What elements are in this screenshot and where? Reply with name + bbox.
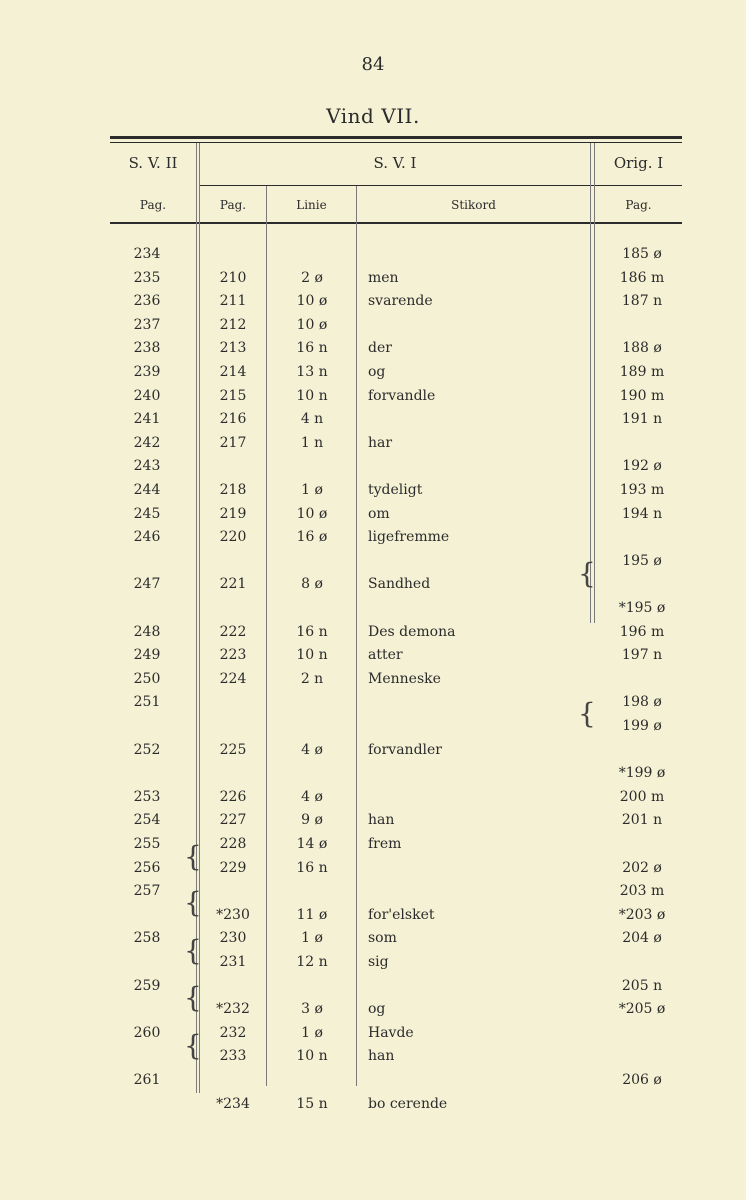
cell-lin: 1 ø	[301, 930, 323, 947]
cell-ii: 261	[133, 1072, 161, 1088]
cell-pag: 215	[219, 387, 247, 404]
cell-ii: 242	[133, 434, 161, 451]
header-sv1: S. V. I	[373, 154, 417, 172]
header-sv2: S. V. II	[128, 154, 178, 172]
table-row	[0, 834, 746, 858]
cell-sti: svarende	[368, 293, 433, 310]
table-row	[0, 1070, 746, 1094]
cell-sti: tydeligt	[368, 482, 423, 498]
cell-pag: *234	[216, 1095, 250, 1112]
table-row	[0, 362, 746, 386]
table-row	[0, 1023, 746, 1047]
table-row	[0, 763, 746, 787]
cell-org: 202 ø	[622, 859, 662, 876]
cell-ii: 243	[133, 458, 161, 475]
brace-mark: {	[184, 934, 202, 967]
cell-org: 186 m	[619, 269, 665, 286]
cell-ii: 254	[133, 812, 161, 829]
table-row	[0, 456, 746, 480]
subheader-stikord: Stikord	[451, 198, 496, 212]
table-row	[0, 645, 746, 669]
cell-pag: 232	[219, 1024, 247, 1041]
table-row	[0, 504, 746, 528]
cell-sti: om	[368, 505, 390, 522]
cell-pag: 219	[219, 505, 247, 522]
cell-pag: 227	[219, 812, 247, 829]
cell-pag: 210	[219, 269, 247, 286]
brace-mark: {	[184, 981, 202, 1014]
cell-ii: 257	[133, 883, 161, 900]
page-title: Vind VII.	[326, 104, 420, 128]
cell-ii: 255	[133, 836, 161, 852]
cell-ii: 245	[133, 505, 161, 522]
cell-lin: 12 n	[296, 954, 328, 970]
header-mid-rule	[200, 185, 682, 186]
cell-sti: sig	[368, 954, 389, 970]
brace-mark: {	[578, 557, 596, 590]
table-row	[0, 1094, 746, 1118]
cell-org: 188 ø	[622, 340, 662, 357]
cell-ii: 260	[133, 1024, 161, 1041]
subheader-pag: Pag.	[219, 198, 247, 212]
cell-lin: 1 ø	[301, 482, 323, 498]
cell-ii: 250	[133, 670, 161, 687]
cell-pag: 231	[219, 954, 247, 970]
cell-sti: og	[368, 1001, 386, 1018]
cell-ii: 258	[133, 930, 161, 947]
cell-ii: 241	[133, 411, 161, 428]
cell-lin: 1 n	[300, 434, 324, 451]
table-row	[0, 409, 746, 433]
table-row	[0, 386, 746, 410]
cell-sti: han	[368, 812, 395, 829]
cell-lin: 2 n	[300, 670, 324, 687]
cell-lin: 16 n	[296, 859, 328, 876]
cell-org: *205 ø	[618, 1001, 666, 1018]
subheader-pag: Pag.	[625, 198, 652, 212]
cell-org: 205 n	[621, 977, 663, 994]
cell-ii: 240	[133, 387, 161, 404]
cell-pag: 233	[219, 1048, 247, 1065]
cell-lin: 3 ø	[301, 1001, 323, 1018]
subheader-pag: Pag.	[139, 198, 167, 212]
cell-ii: 236	[133, 293, 161, 310]
cell-lin: 2 ø	[301, 269, 323, 286]
cell-pag: 224	[219, 670, 247, 687]
cell-lin: 16 n	[296, 623, 328, 640]
cell-lin: 11 ø	[296, 906, 328, 923]
cell-sti: bo cerende	[368, 1095, 448, 1112]
cell-pag: 228	[219, 836, 247, 852]
cell-org: 193 m	[619, 482, 665, 498]
cell-lin: 1 ø	[301, 1024, 323, 1041]
cell-lin: 10 n	[296, 387, 328, 404]
table-row	[0, 291, 746, 315]
cell-org: 201 n	[621, 812, 663, 829]
cell-pag: 226	[219, 788, 247, 805]
cell-pag: 217	[219, 434, 247, 451]
cell-ii: 247	[133, 576, 161, 593]
table-row	[0, 338, 746, 362]
cell-ii: 259	[133, 977, 161, 994]
cell-org: *203 ø	[618, 906, 666, 923]
cell-ii: 253	[133, 788, 161, 805]
table-row	[0, 905, 746, 929]
table-row	[0, 551, 746, 575]
table-row	[0, 315, 746, 339]
cell-lin: 10 ø	[296, 316, 328, 333]
cell-lin: 10 ø	[296, 293, 328, 310]
cell-lin: 4 ø	[301, 741, 323, 758]
cell-lin: 9 ø	[301, 812, 323, 829]
cell-org: 185 ø	[622, 246, 662, 262]
cell-lin: 4 n	[300, 411, 324, 428]
cell-lin: 10 n	[296, 1048, 328, 1065]
table-row	[0, 858, 746, 882]
cell-pag: 212	[219, 316, 247, 333]
brace-mark: {	[184, 1029, 202, 1062]
cell-ii: 234	[133, 246, 161, 262]
brace-mark: {	[184, 886, 202, 919]
cell-ii: 244	[133, 482, 161, 498]
cell-sti: han	[368, 1048, 395, 1065]
cell-org: 187 n	[621, 293, 663, 310]
cell-org: 189 m	[619, 364, 665, 380]
top-rule	[110, 136, 682, 139]
cell-pag: 222	[219, 623, 247, 640]
cell-ii: 237	[133, 316, 161, 333]
cell-lin: 10 n	[296, 647, 328, 664]
cell-lin: 14 ø	[296, 836, 328, 852]
cell-org: 194 n	[621, 505, 663, 522]
cell-org: 198 ø	[622, 694, 662, 711]
page-number: 84	[361, 54, 385, 75]
table-row	[0, 976, 746, 1000]
table-row	[0, 928, 746, 952]
cell-lin: 16 ø	[296, 529, 328, 546]
table-row	[0, 669, 746, 693]
cell-ii: 246	[133, 529, 161, 546]
cell-sti: Sandhed	[368, 576, 431, 593]
cell-sti: som	[368, 930, 397, 947]
cell-sti: men	[368, 269, 399, 286]
cell-lin: 16 n	[296, 340, 328, 357]
brace-mark: {	[578, 697, 596, 730]
cell-org: 200 m	[619, 788, 665, 805]
cell-org: *195 ø	[618, 600, 666, 616]
cell-pag: 211	[219, 293, 247, 310]
cell-pag: 216	[219, 411, 247, 428]
table-row	[0, 527, 746, 551]
cell-sti: Havde	[368, 1024, 414, 1041]
table-row	[0, 598, 746, 622]
cell-sti: atter	[368, 647, 403, 664]
cell-sti: der	[368, 340, 392, 357]
table-row	[0, 480, 746, 504]
table-row	[0, 740, 746, 764]
cell-sti: forvandler	[368, 741, 442, 758]
cell-pag: 230	[219, 930, 247, 947]
cell-pag: 229	[219, 859, 247, 876]
cell-org: 197 n	[621, 647, 663, 664]
table-row	[0, 433, 746, 457]
table-row	[0, 244, 746, 268]
cell-sti: Menneske	[368, 670, 441, 687]
cell-lin: 15 n	[296, 1095, 328, 1112]
cell-sti: Des demona	[368, 623, 456, 640]
cell-sti: forvandle	[368, 387, 436, 404]
table-row	[0, 574, 746, 598]
cell-ii: 239	[133, 364, 161, 380]
cell-sti: ligefremme	[368, 529, 450, 546]
cell-ii: 235	[133, 269, 161, 286]
cell-pag: 218	[219, 482, 247, 498]
cell-lin: 13 n	[296, 364, 328, 380]
cell-pag: 221	[219, 576, 247, 593]
cell-ii: 251	[133, 694, 161, 711]
cell-lin: 4 ø	[301, 788, 323, 805]
cell-pag: 223	[219, 647, 247, 664]
cell-sti: for'elsket	[368, 906, 435, 923]
cell-pag: 225	[219, 741, 247, 758]
cell-ii: 249	[133, 647, 161, 664]
cell-sti: frem	[368, 836, 402, 852]
table-row	[0, 716, 746, 740]
cell-org: 196 m	[619, 623, 665, 640]
table-row	[0, 692, 746, 716]
table-row	[0, 1046, 746, 1070]
cell-org: *199 ø	[618, 765, 666, 782]
cell-org: 206 ø	[622, 1072, 662, 1088]
cell-org: 191 n	[621, 411, 663, 428]
cell-org: 204 ø	[622, 930, 662, 947]
cell-sti: og	[368, 364, 386, 380]
cell-lin: 10 ø	[296, 505, 328, 522]
cell-org: 192 ø	[622, 458, 662, 475]
cell-pag: *230	[216, 906, 250, 923]
cell-pag: *232	[216, 1001, 250, 1018]
cell-org: 195 ø	[622, 552, 662, 569]
cell-pag: 214	[219, 364, 247, 380]
table-row	[0, 999, 746, 1023]
subheader-linie: Linie	[296, 198, 327, 212]
table-row	[0, 952, 746, 976]
cell-ii: 256	[133, 859, 161, 876]
table-row	[0, 622, 746, 646]
table-row	[0, 881, 746, 905]
cell-lin: 8 ø	[301, 576, 323, 593]
cell-org: 199 ø	[622, 718, 662, 734]
cell-pag: 220	[219, 529, 247, 546]
table-row	[0, 810, 746, 834]
cell-org: 203 m	[619, 883, 665, 900]
cell-sti: har	[368, 434, 393, 451]
header-orig1: Orig. I	[613, 154, 664, 172]
table-row	[0, 268, 746, 292]
cell-pag: 213	[219, 340, 247, 357]
cell-org: 190 m	[619, 387, 665, 404]
cell-ii: 248	[133, 623, 161, 640]
cell-ii: 252	[133, 741, 161, 758]
cell-ii: 238	[133, 340, 161, 357]
table-row	[0, 787, 746, 811]
brace-mark: {	[184, 840, 202, 873]
